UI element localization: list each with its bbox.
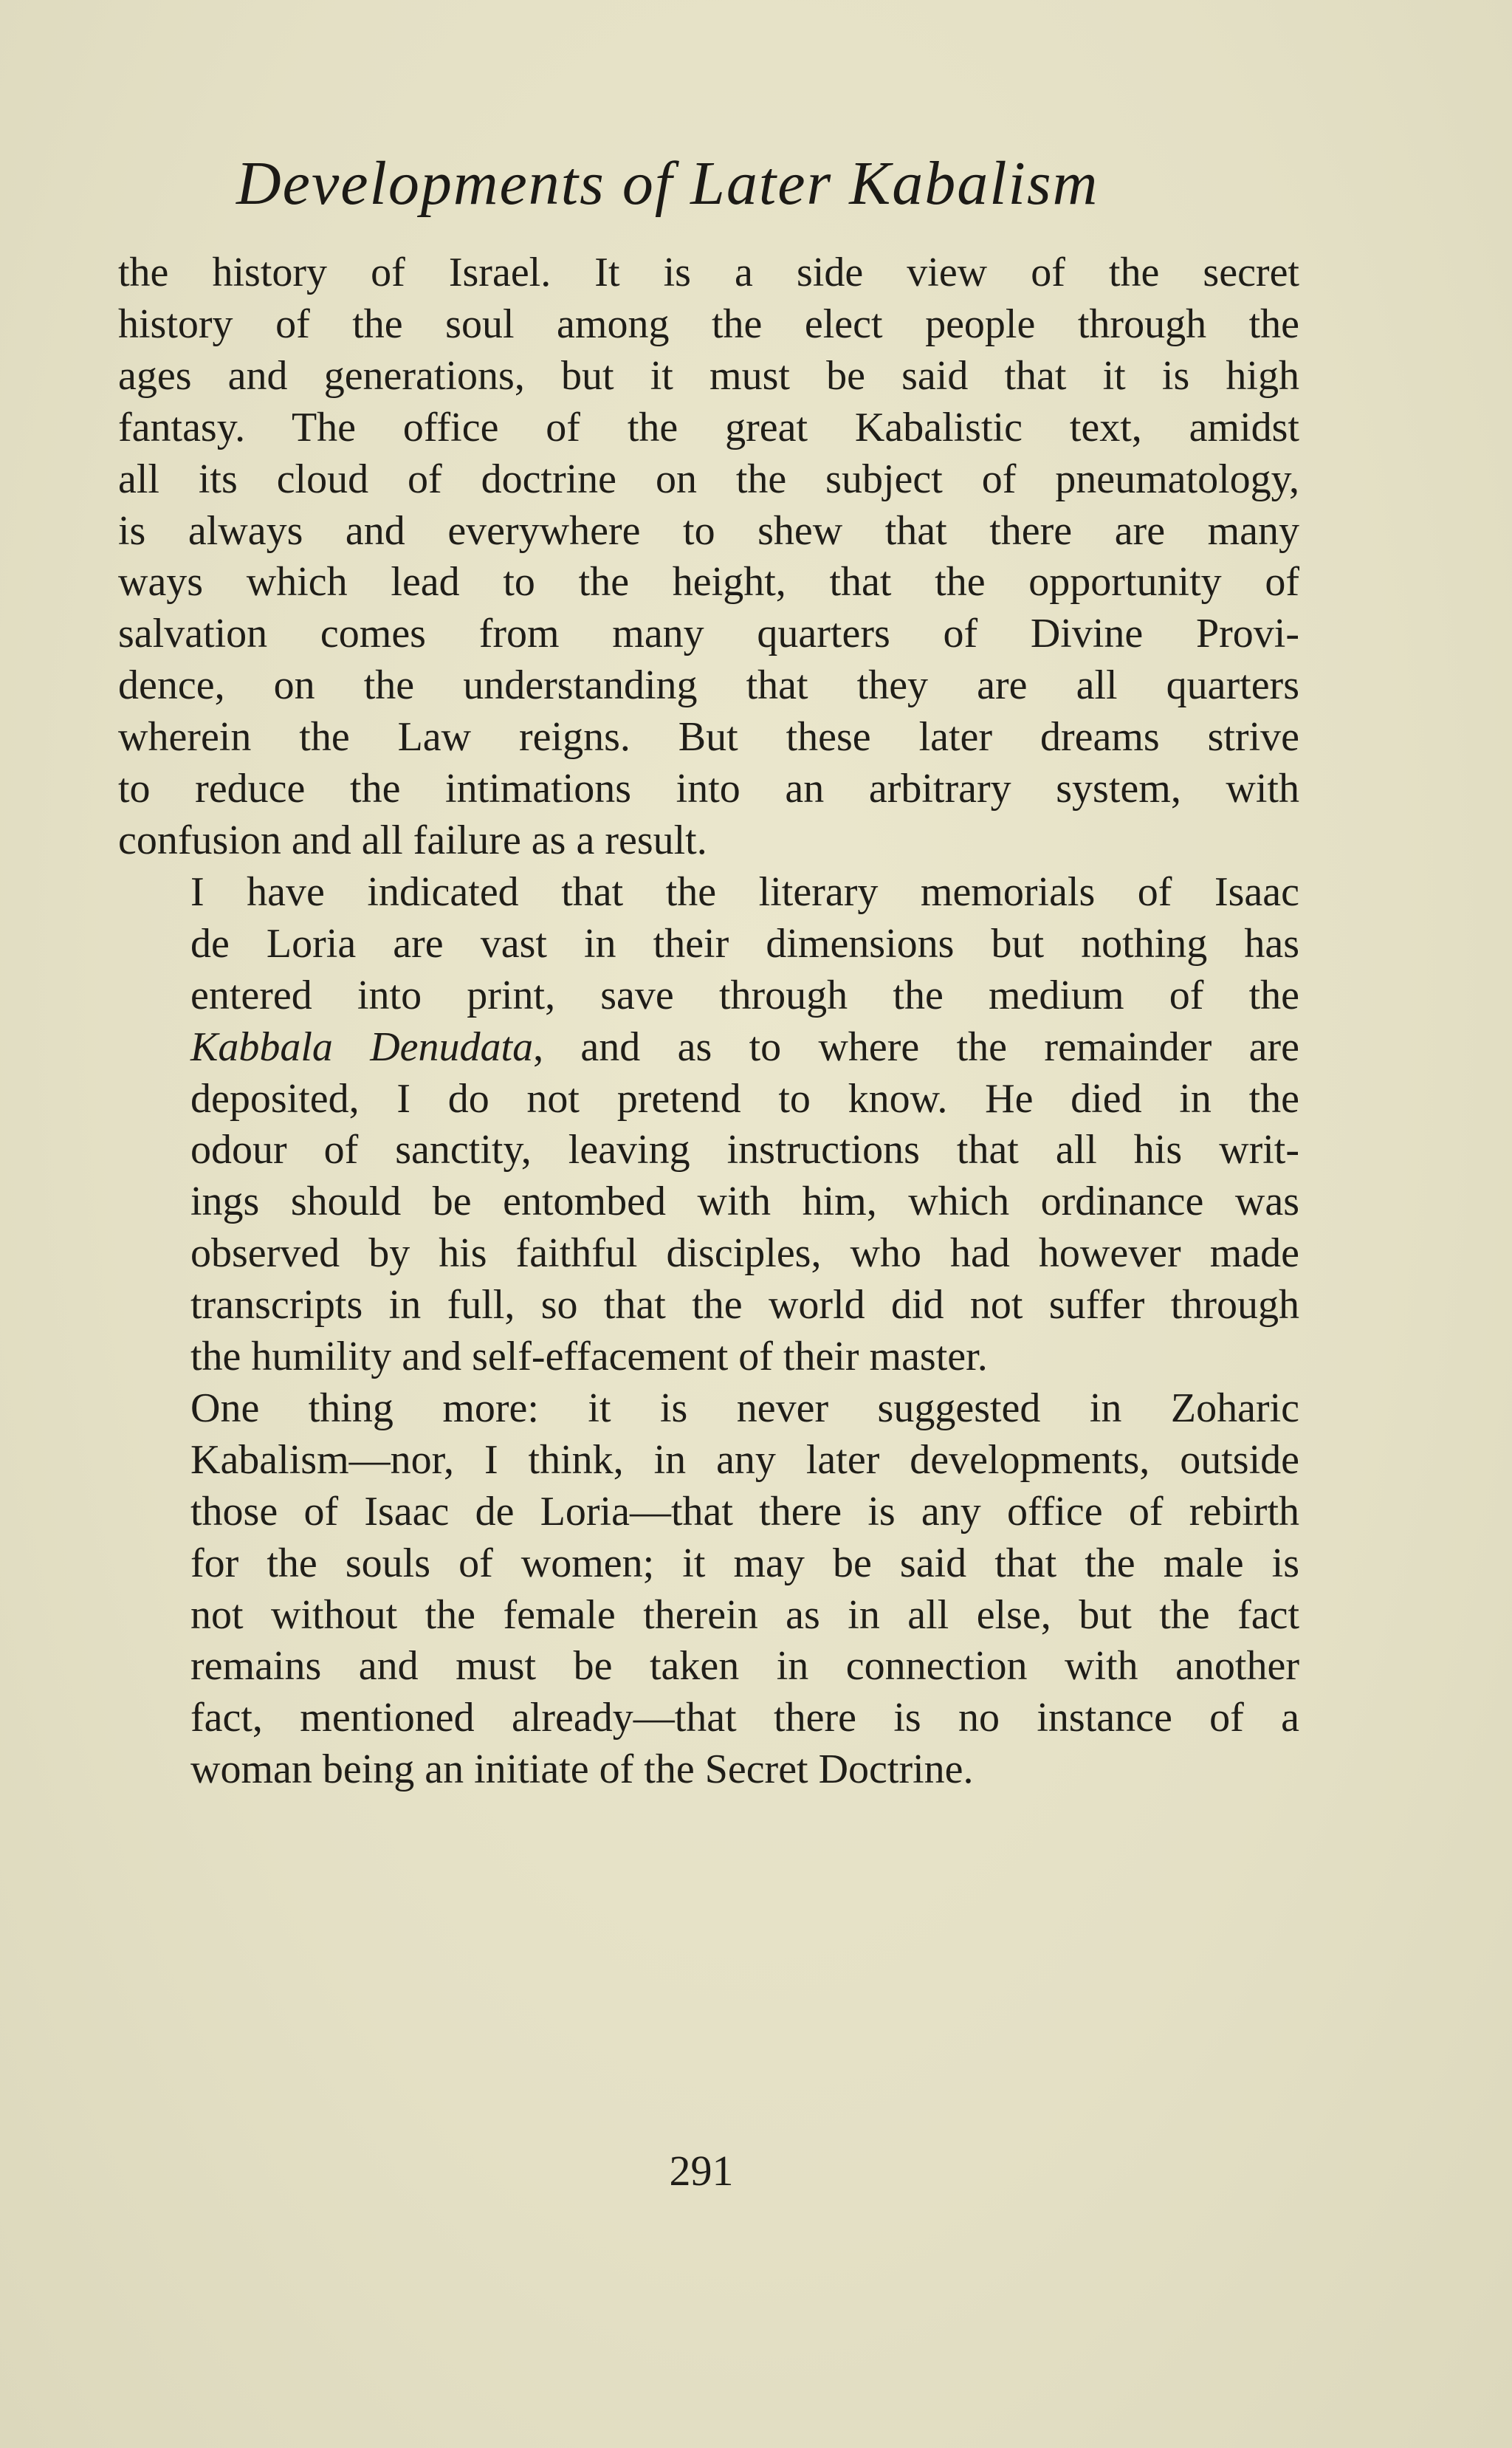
- paragraph: [118, 867, 1299, 1383]
- text-line: Kabbala Denudata, and as to where the remainder are: [190, 1024, 1299, 1070]
- text-line: salvation comes from many quarters of Divine Provi-: [118, 611, 1299, 657]
- text-line: to reduce the intimations into an arbitrary system, with: [118, 766, 1299, 812]
- text-line: dence, on the understanding that they are all quarters: [118, 662, 1299, 709]
- text-line: confusion and all failure as a result.: [118, 817, 707, 863]
- paragraph: [118, 1383, 1299, 1796]
- text-line: odour of sanctity, leaving instructions that all his writ-: [190, 1127, 1299, 1173]
- text-line: ways which lead to the height, that the opportunity of: [118, 559, 1299, 606]
- text-line: One thing more: it is never suggested in Zoharic: [190, 1385, 1299, 1431]
- text-line: entered into print, save through the medium of the: [190, 972, 1299, 1018]
- text-line: ings should be entombed with him, which ordinance was: [190, 1179, 1299, 1225]
- text-line: not without the female therein as in all else, but the fact: [190, 1591, 1299, 1638]
- text-line: the humility and self-effacement of their master.: [190, 1334, 988, 1380]
- text-line: I have indicated that the literary memorials of Isaac: [190, 868, 1299, 915]
- text-line: fact, mentioned already—that there is no instance of a: [190, 1695, 1299, 1741]
- text-line: de Loria are vast in their dimensions but nothing has: [190, 920, 1299, 967]
- text-line: Kabalism—nor, I think, in any later developments, outside: [190, 1436, 1299, 1483]
- text-line: ages and generations, but it must be said that it is high: [118, 352, 1299, 399]
- paragraph: [118, 247, 1299, 867]
- text-line: fantasy. The office of the great Kabalistic text, amidst: [118, 404, 1299, 450]
- text-line: observed by his faithful disciples, who had however made: [190, 1230, 1299, 1277]
- running-head: Developments of Later Kabalism: [236, 149, 1099, 218]
- text-line: for the souls of women; it may be said that the male is: [190, 1540, 1299, 1586]
- book-title: Kabbala Denudata: [190, 1024, 534, 1070]
- text-line: remains and must be taken in connection with another: [190, 1643, 1299, 1690]
- page-number: 291: [669, 2147, 734, 2195]
- text-line: those of Isaac de Loria—that there is any office of rebirth: [190, 1488, 1299, 1535]
- text-line: deposited, I do not pretend to know. He died in the: [190, 1075, 1299, 1122]
- text-line: transcripts in full, so that the world did not suffer through: [190, 1282, 1299, 1328]
- text-line: the history of Israel. It is a side view of the secret: [118, 250, 1299, 295]
- body-text: [118, 247, 1299, 1796]
- text-line: woman being an initiate of the Secret Doctrine.: [190, 1746, 974, 1793]
- text-line: is always and everywhere to shew that there are many: [118, 507, 1299, 554]
- text-line: wherein the Law reigns. But these later dreams strive: [118, 714, 1299, 761]
- text-line: history of the soul among the elect people through the: [118, 301, 1299, 347]
- text-line: all its cloud of doctrine on the subject of pneumatology,: [118, 456, 1299, 502]
